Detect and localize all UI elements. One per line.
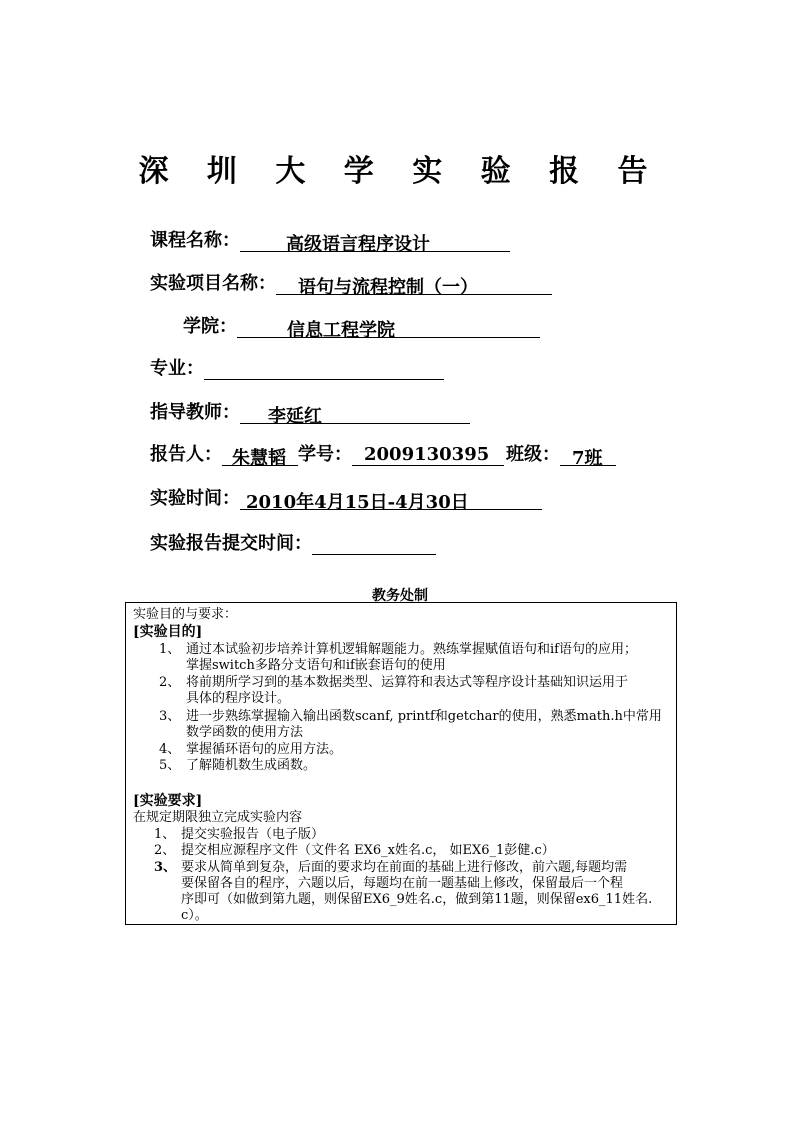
- course-field: [150, 226, 510, 255]
- req-item-line: c）。: [181, 908, 208, 923]
- student-id-label: 学号：: [298, 444, 352, 465]
- class-blank: [560, 444, 616, 469]
- teacher-value: 李延红: [268, 406, 322, 427]
- project-field: [150, 269, 552, 298]
- college-field: [183, 312, 540, 341]
- req-item-num: 2、: [154, 843, 176, 858]
- student-id-value: 2009130395: [364, 444, 490, 465]
- college-value: 信息工程学院: [287, 320, 395, 341]
- teacher-blank: [240, 402, 470, 427]
- req-item-line: 提交实验报告（电子版）: [181, 827, 325, 842]
- purpose-item-line: 掌握循环语句的应用方法。: [186, 742, 343, 757]
- project-blank: [276, 273, 552, 298]
- college-label: 学院：: [183, 316, 237, 337]
- report-title: 深 圳 大 学 实 验 报 告: [138, 154, 662, 189]
- requirements-header: [实验要求]: [133, 793, 203, 809]
- purpose-item-num: 5、: [159, 758, 181, 773]
- purpose-item-line: 进一步熟练掌握输入输出函数scanf, printf和getchar的使用，熟悉math.h中常用: [186, 709, 662, 724]
- purpose-item-line: 具体的程序设计。: [186, 691, 291, 706]
- project-value: 语句与流程控制（一）: [298, 277, 478, 298]
- purpose-item-num: 4、: [159, 742, 181, 757]
- major-blank: [204, 358, 444, 380]
- time-label: 实验时间：: [150, 488, 240, 509]
- college-blank: [237, 316, 540, 341]
- class-label: 班级：: [506, 444, 560, 465]
- requirements-box: [125, 602, 677, 925]
- req-item-num: 3、: [154, 860, 177, 875]
- teacher-label: 指导教师：: [150, 402, 240, 423]
- purpose-item-line: 掌握switch多路分支语句和if嵌套语句的使用: [186, 658, 446, 673]
- submit-label: 实验报告提交时间：: [150, 533, 312, 554]
- purpose-item-line: 将前期所学习到的基本数据类型、运算符和表达式等程序设计基础知识运用于: [186, 675, 629, 690]
- req-item-line: 要求从简单到复杂，后面的要求均在前面的基础上进行修改，前六题,每题均需: [181, 860, 628, 875]
- time-blank: [240, 488, 542, 513]
- req-item-line: 提交相应源程序文件（文件名 EX6_x姓名.c， 如EX6_1彭健.c）: [181, 843, 555, 858]
- submit-field: [150, 529, 436, 555]
- section-title: 教务处制: [372, 588, 428, 604]
- box-intro: 实验目的与要求：: [133, 607, 238, 622]
- class-value: 7班: [572, 448, 603, 469]
- req-item-line: 序即可（如做到第九题，则保留EX6_9姓名.c，做到第11题，则保留ex6_11姓名.: [181, 892, 653, 907]
- purpose-item-line: 了解随机数生成函数。: [186, 758, 317, 773]
- purpose-item-line: 数学函数的使用方法: [186, 725, 304, 740]
- reporter-label: 报告人：: [150, 444, 222, 465]
- requirements-intro: 在规定期限独立完成实验内容: [133, 810, 303, 825]
- purpose-item-num: 3、: [159, 709, 181, 724]
- purpose-item-num: 1、: [159, 642, 181, 657]
- teacher-field: [150, 398, 470, 427]
- reporter-value: 朱慧韬: [232, 448, 286, 469]
- purpose-header: [实验目的]: [133, 624, 203, 640]
- req-item-num: 1、: [154, 827, 176, 842]
- time-field: [150, 484, 542, 513]
- major-field: [150, 354, 444, 380]
- course-value: 高级语言程序设计: [286, 234, 430, 255]
- submit-blank: [312, 533, 436, 555]
- purpose-item-num: 2、: [159, 675, 181, 690]
- reporter-field: [150, 440, 616, 469]
- project-label: 实验项目名称：: [150, 273, 276, 294]
- major-label: 专业：: [150, 358, 204, 379]
- student-id-blank: [352, 444, 504, 466]
- time-value: 2010年4月15日-4月30日: [246, 492, 469, 513]
- req-item-line: 要保留各自的程序，六题以后，每题均在前一题基础上修改，保留最后一个程: [181, 876, 624, 891]
- reporter-blank: [222, 444, 298, 469]
- purpose-item-line: 通过本试验初步培养计算机逻辑解题能力。熟练掌握赋值语句和if语句的应用；: [186, 642, 637, 657]
- course-label: 课程名称：: [150, 230, 240, 251]
- course-blank: [240, 230, 510, 255]
